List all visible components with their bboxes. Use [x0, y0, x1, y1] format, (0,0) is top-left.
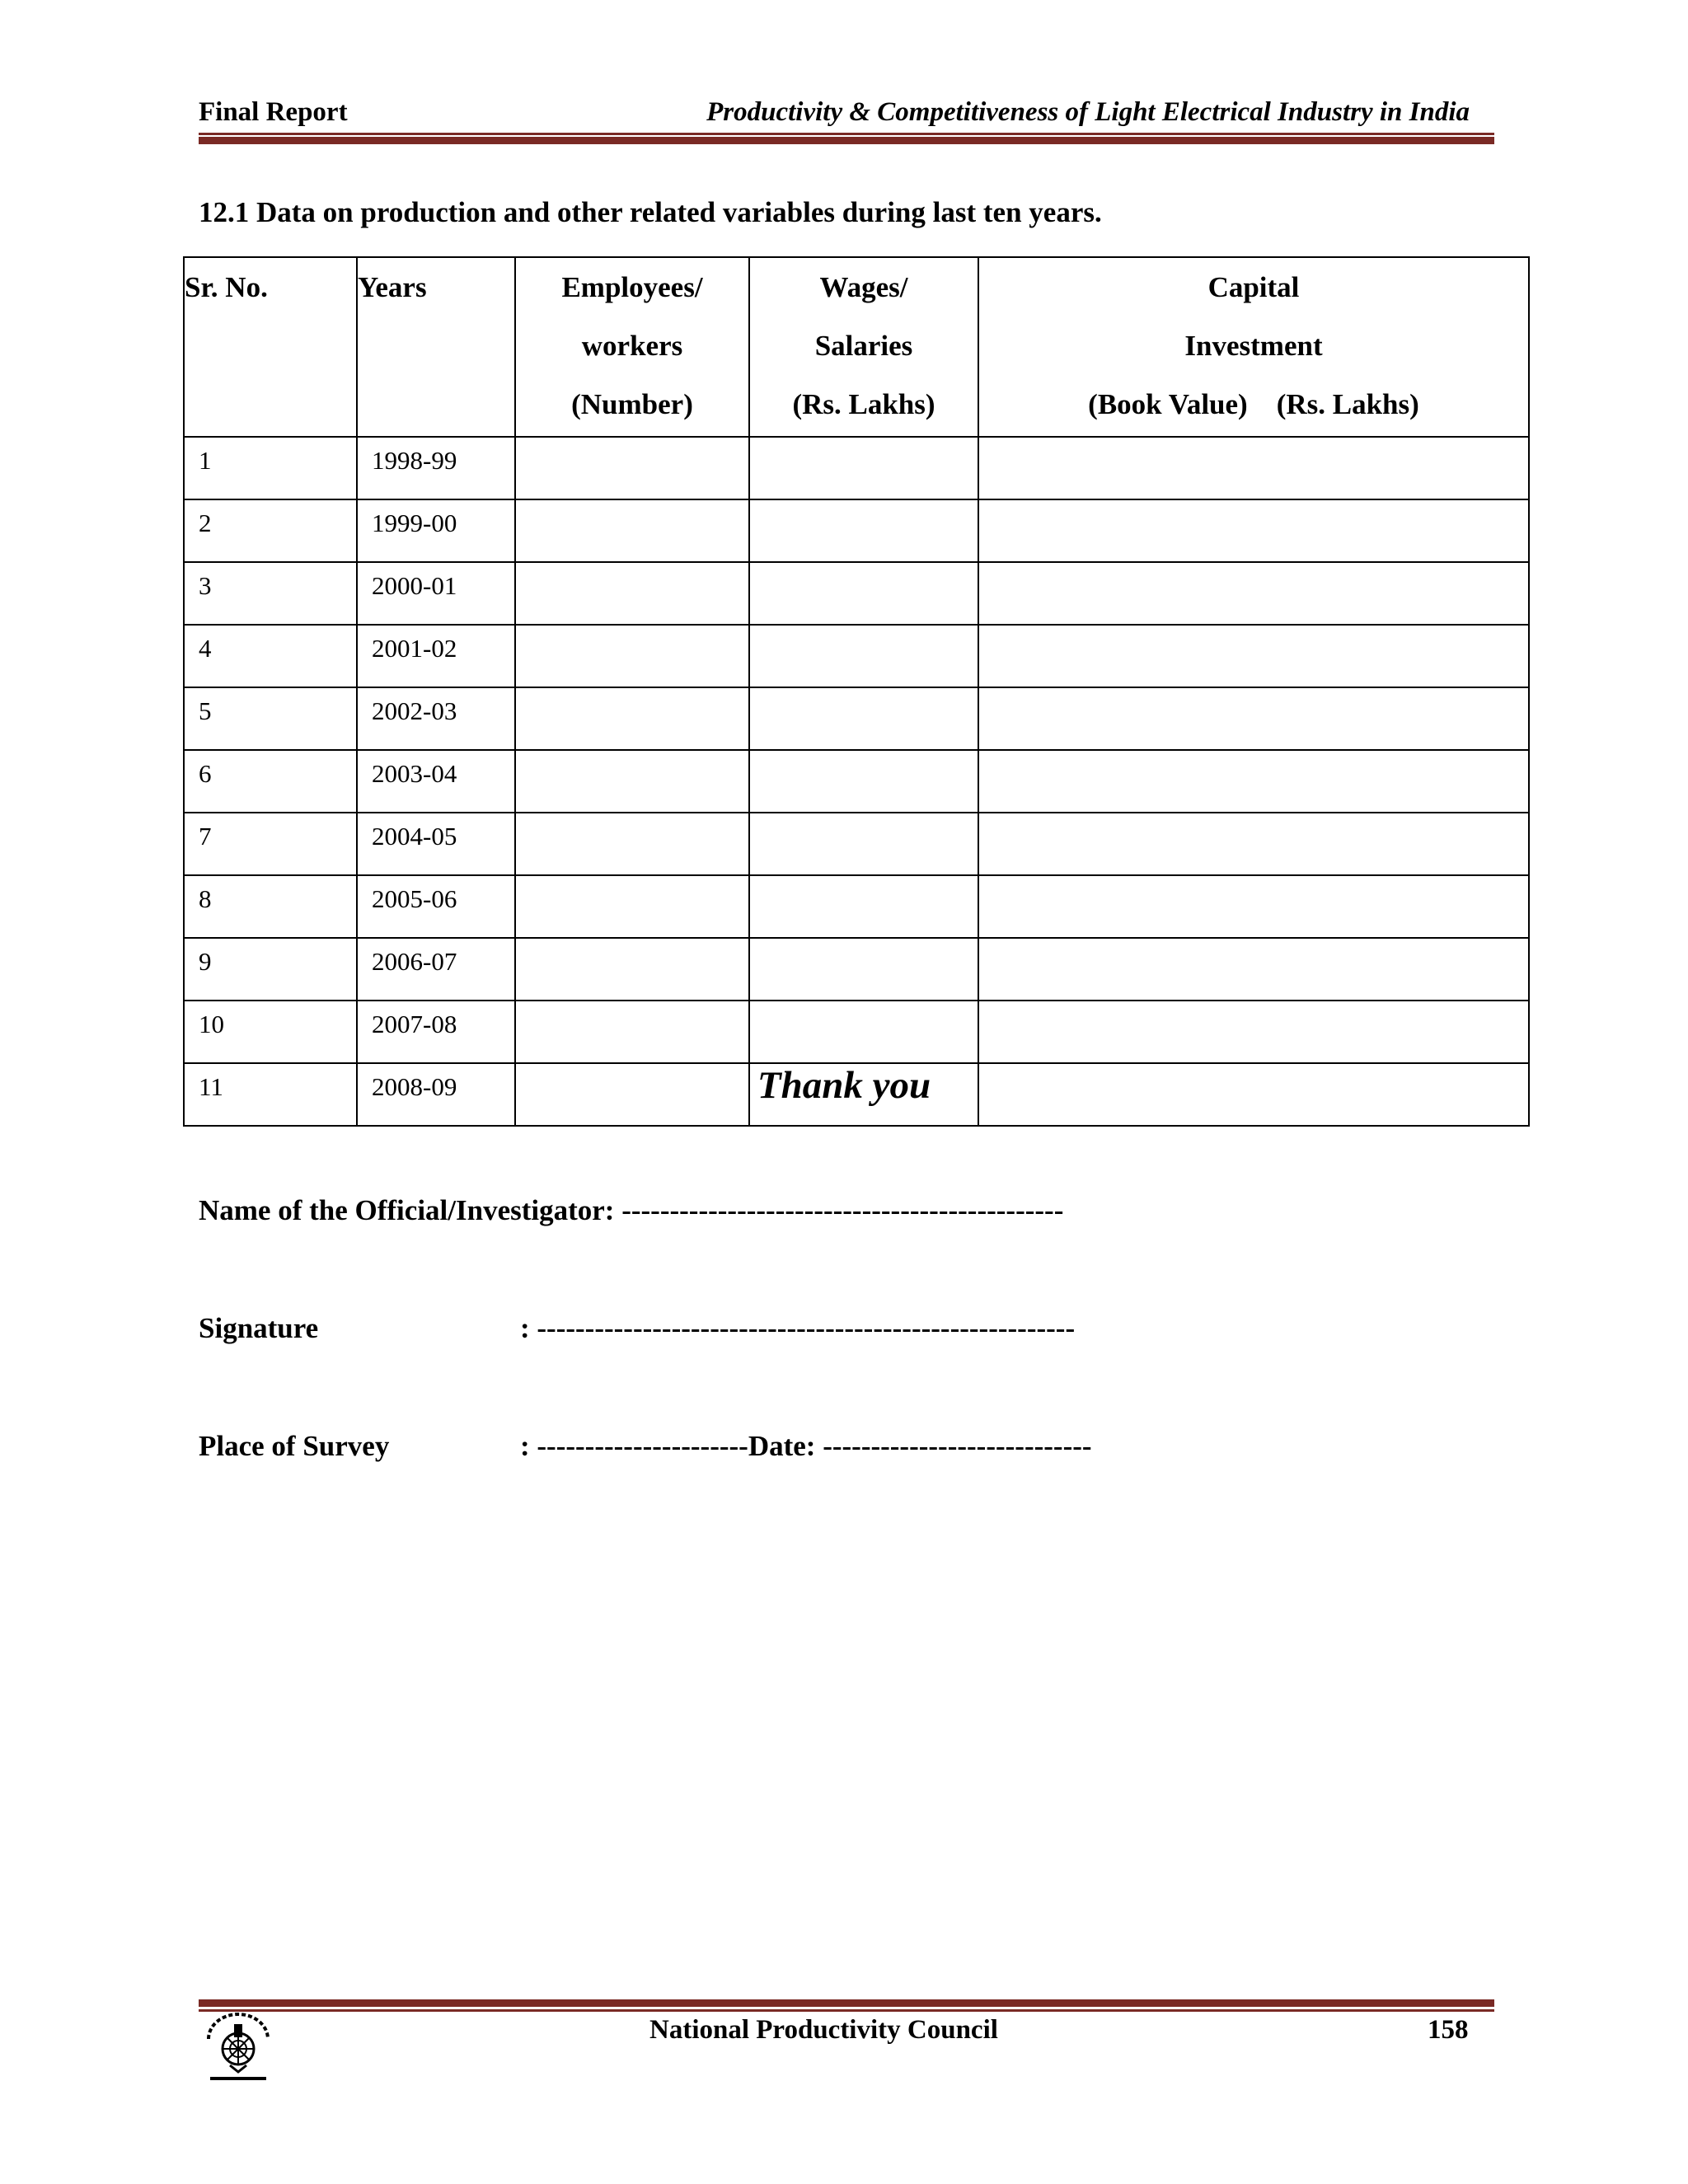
cell-year: 1999-00: [357, 499, 515, 562]
header-text: Employees/: [561, 271, 703, 303]
table-row: [184, 625, 1529, 687]
signature-field: : --------------------------------------------------------: [520, 1312, 1076, 1344]
cell-year: 2003-04: [357, 750, 515, 813]
col-header-years: [357, 257, 515, 437]
cell-sr-no: 9: [184, 938, 357, 1001]
cell-year: 2001-02: [357, 625, 515, 687]
table-row: [184, 750, 1529, 813]
header-text: Sr. No.: [185, 271, 268, 303]
cell-employees[interactable]: [515, 938, 749, 1001]
cell-employees[interactable]: [515, 1001, 749, 1063]
cell-capital[interactable]: [978, 938, 1529, 1001]
cell-sr-no: 7: [184, 813, 357, 875]
col-header-capital-investment: [978, 257, 1529, 437]
cell-capital[interactable]: [978, 499, 1529, 562]
header-text: workers: [581, 330, 683, 362]
cell-wages[interactable]: [749, 687, 978, 750]
cell-wages[interactable]: [749, 813, 978, 875]
col-header-wages: [749, 257, 978, 437]
thank-you-text: Thank you: [757, 1064, 931, 1107]
place-date-field: : ----------------------Date: ----------------------------: [520, 1430, 1092, 1462]
footer-rule-thick: [199, 1999, 1494, 2007]
footer-organization: National Productivity Council: [649, 2015, 998, 2045]
cell-employees[interactable]: [515, 625, 749, 687]
place-of-survey-label: Place of Survey: [199, 1430, 390, 1462]
header-text: (Book Value) (Rs. Lakhs): [1088, 388, 1419, 420]
table-row: [184, 938, 1529, 1001]
cell-sr-no: 11: [184, 1063, 357, 1126]
cell-year: 2004-05: [357, 813, 515, 875]
cell-wages[interactable]: [749, 1001, 978, 1063]
cell-employees[interactable]: [515, 499, 749, 562]
cell-wages[interactable]: [749, 625, 978, 687]
official-name-line: Name of the Official/Investigator: ----------------------------------------------: [199, 1194, 1064, 1226]
cell-capital[interactable]: [978, 687, 1529, 750]
cell-capital[interactable]: [978, 437, 1529, 499]
header-rule-thin: [199, 133, 1494, 135]
cell-sr-no: 4: [184, 625, 357, 687]
header-text: Capital: [1207, 271, 1300, 303]
cell-capital[interactable]: [978, 1001, 1529, 1063]
cell-year: 2008-09: [357, 1063, 515, 1126]
cell-sr-no: 10: [184, 1001, 357, 1063]
cell-sr-no: 3: [184, 562, 357, 625]
header-text: Wages/: [819, 271, 908, 303]
cell-employees[interactable]: [515, 562, 749, 625]
cell-wages[interactable]: [749, 562, 978, 625]
cell-year: 2002-03: [357, 687, 515, 750]
cell-wages[interactable]: [749, 750, 978, 813]
cell-sr-no: 6: [184, 750, 357, 813]
npc-emblem-icon: [199, 2011, 278, 2085]
cell-year: 2007-08: [357, 1001, 515, 1063]
cell-wages[interactable]: [749, 875, 978, 938]
cell-wages[interactable]: [749, 938, 978, 1001]
cell-sr-no: 5: [184, 687, 357, 750]
cell-employees[interactable]: [515, 813, 749, 875]
table-row: [184, 562, 1529, 625]
header-text: Years: [358, 271, 427, 303]
cell-wages[interactable]: [749, 499, 978, 562]
table-row: [184, 1001, 1529, 1063]
header-text: (Rs. Lakhs): [792, 388, 935, 420]
data-table: [183, 256, 1530, 1127]
place-of-survey-line: [199, 1430, 1092, 1463]
cell-year: 2005-06: [357, 875, 515, 938]
table-row: [184, 437, 1529, 499]
header-text: Investment: [1184, 330, 1323, 362]
cell-year: 1998-99: [357, 437, 515, 499]
cell-wages[interactable]: [749, 437, 978, 499]
table-row: [184, 875, 1529, 938]
col-header-employees: [515, 257, 749, 437]
cell-employees[interactable]: [515, 750, 749, 813]
cell-employees[interactable]: [515, 437, 749, 499]
footer-page-number: 158: [1428, 2015, 1469, 2045]
col-header-sr-no: [184, 257, 357, 437]
cell-employees[interactable]: [515, 687, 749, 750]
cell-capital[interactable]: [978, 625, 1529, 687]
cell-employees[interactable]: [515, 875, 749, 938]
cell-capital[interactable]: [978, 562, 1529, 625]
page-header: [199, 97, 1494, 130]
table-row: [184, 813, 1529, 875]
header-rule-thick: [199, 137, 1494, 144]
cell-year: 2006-07: [357, 938, 515, 1001]
header-text: (Number): [571, 388, 693, 420]
signature-label: Signature: [199, 1312, 319, 1344]
cell-capital[interactable]: [978, 813, 1529, 875]
footer-rule-thin: [199, 2009, 1494, 2012]
cell-sr-no: 1: [184, 437, 357, 499]
cell-capital[interactable]: [978, 750, 1529, 813]
header-report-label: Final Report: [199, 97, 348, 127]
section-title: 12.1 Data on production and other related variables during last ten years.: [199, 196, 1102, 228]
cell-sr-no: 8: [184, 875, 357, 938]
cell-year: 2000-01: [357, 562, 515, 625]
signature-line: [199, 1312, 1076, 1345]
header-report-title: Productivity & Competitiveness of Light Electrical Industry in India: [706, 97, 1470, 127]
header-text: Salaries: [814, 330, 913, 362]
table-row: [184, 687, 1529, 750]
table-header-row: [184, 257, 1529, 437]
cell-sr-no: 2: [184, 499, 357, 562]
cell-capital[interactable]: [978, 875, 1529, 938]
table-row: [184, 499, 1529, 562]
